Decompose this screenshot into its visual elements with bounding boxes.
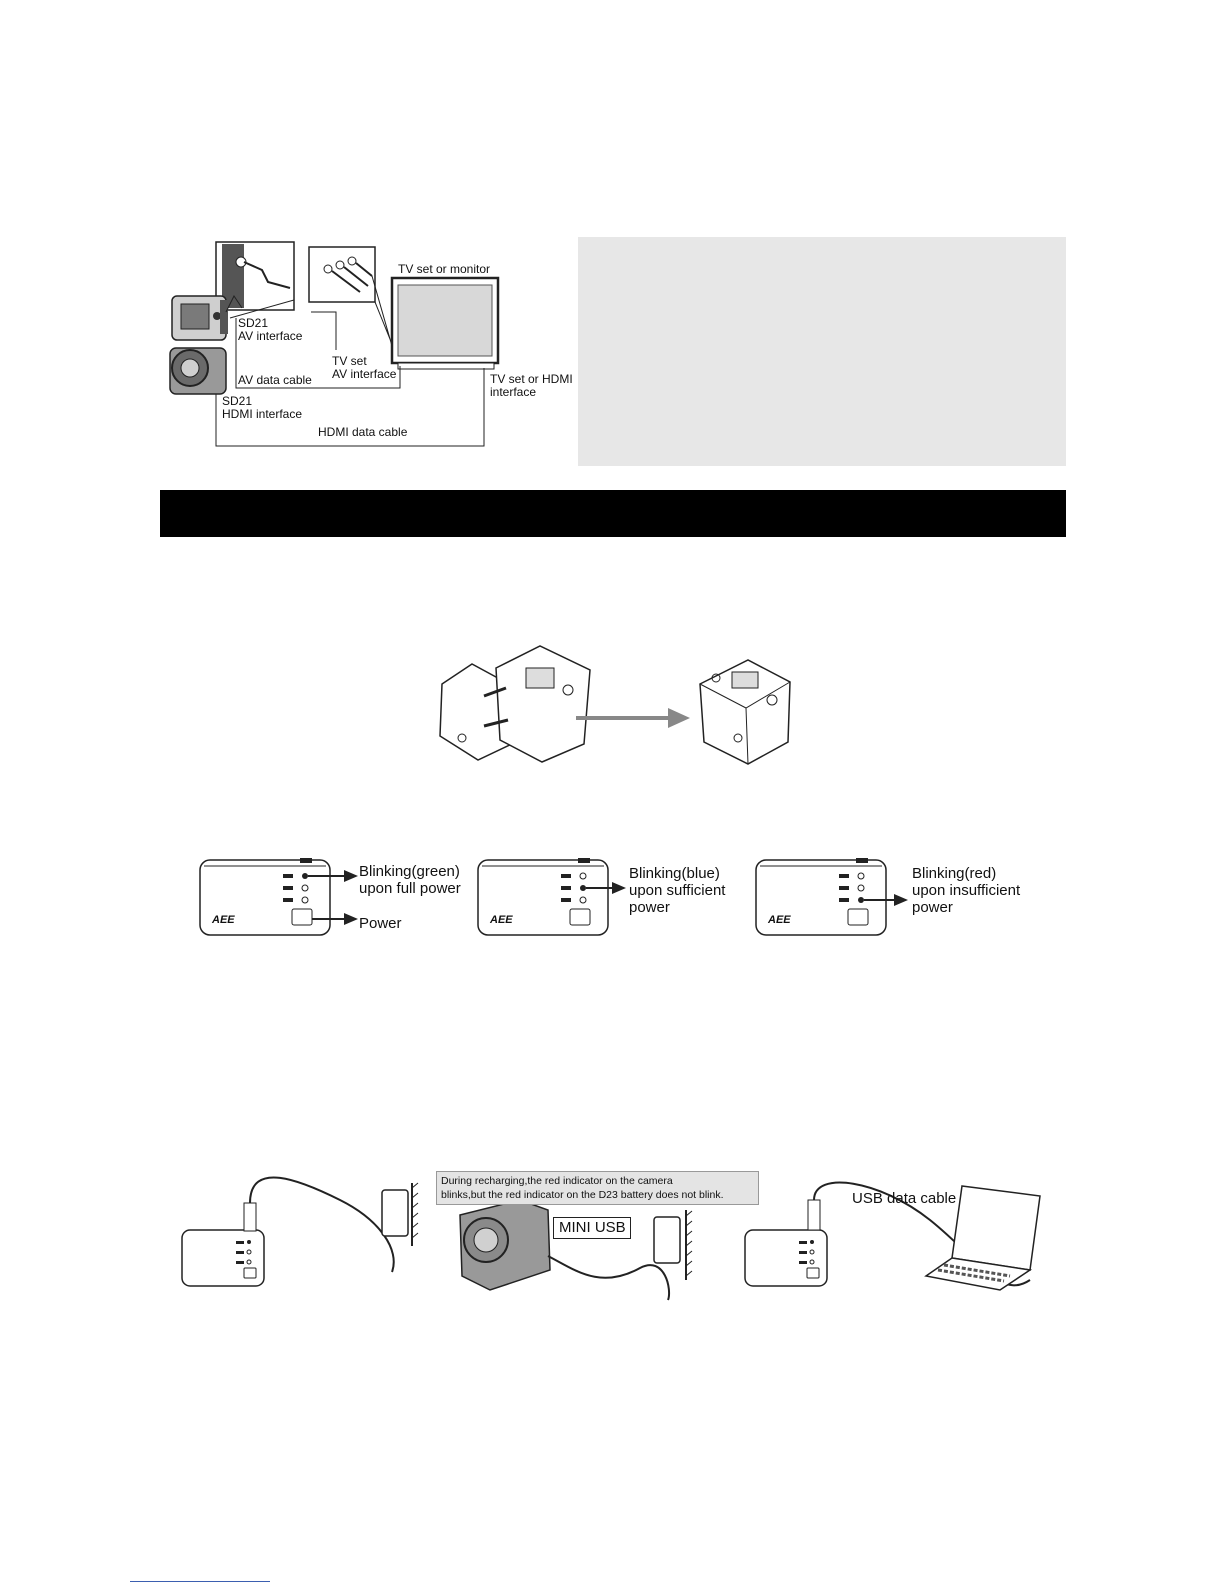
brand-logo-3: AEE [768, 914, 791, 926]
red-indicator-label-2: upon insufficient [912, 882, 1021, 899]
sd21-hdmi-label-2: HDMI interface [222, 407, 303, 421]
usb-cable-label: USB data cable [852, 1190, 957, 1207]
brand-logo-2: AEE [490, 914, 513, 926]
mini-usb-label: MINI USB [559, 1219, 626, 1236]
mini-usb-label-box [553, 1217, 631, 1239]
sd21-av-label-1: SD21 [238, 316, 269, 330]
red-indicator-label-3: power [912, 899, 953, 916]
tv-hdmi-label-2: interface [490, 385, 537, 399]
blue-indicator-label-2: upon sufficient [629, 882, 726, 899]
tv-av-label-2: AV interface [332, 367, 397, 381]
sd21-hdmi-label-1: SD21 [222, 394, 253, 408]
blue-indicator-label-3: power [629, 899, 670, 916]
blue-indicator-label-1: Blinking(blue) [629, 865, 720, 882]
tv-hdmi-label-1: TV set or HDMI [490, 372, 573, 386]
tv-av-label-1: TV set [332, 354, 367, 368]
green-indicator-label-1: Blinking(green) [359, 863, 460, 880]
recharge-note-callout [436, 1171, 759, 1205]
sd21-av-label-2: AV interface [238, 329, 303, 343]
recharge-note-line-1: During recharging,the red indicator on the camera [441, 1175, 673, 1187]
tv-monitor-label: TV set or monitor [398, 262, 491, 276]
brand-logo-1: AEE [212, 914, 235, 926]
hdmi-cable-label: HDMI data cable [318, 425, 408, 439]
red-indicator-label-1: Blinking(red) [912, 865, 997, 882]
av-cable-label: AV data cable [238, 373, 312, 387]
green-indicator-label-2: upon full power [359, 880, 461, 897]
footnote-rule [130, 1581, 270, 1582]
power-button-label: Power [359, 915, 402, 932]
recharge-note-line-2: blinks,but the red indicator on the D23 battery does not blink. [441, 1189, 724, 1201]
